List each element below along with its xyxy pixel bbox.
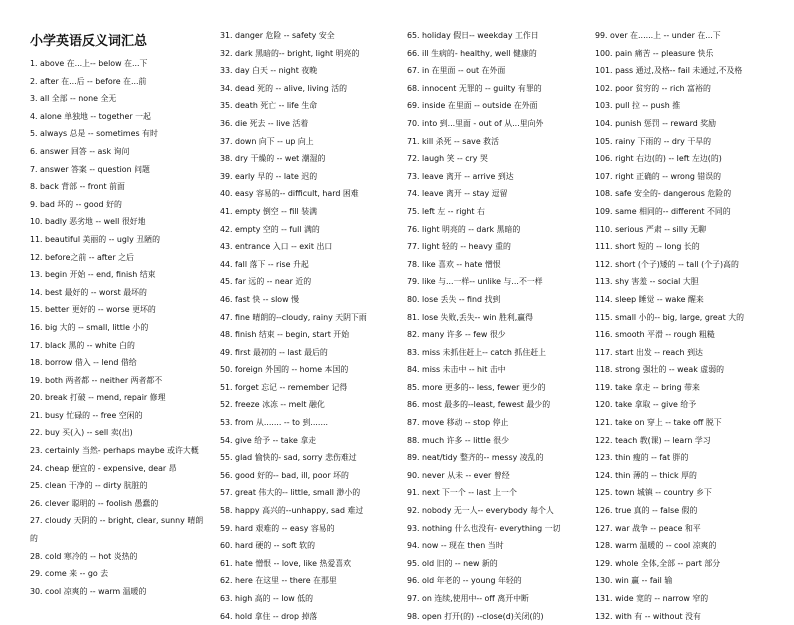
antonym-entry: 131. wide 宽的 -- narrow 窄的 — [595, 594, 709, 603]
antonym-entry: 13. begin 开始 -- end, finish 结束 — [30, 270, 156, 280]
antonym-entry: 3. all 全部 -- none 全无 — [30, 94, 117, 104]
antonym-entry: 32. dark 黑暗的-- bright, light 明亮的 — [220, 48, 360, 58]
antonym-entry: 51. forget 忘记 -- remember 记得 — [220, 382, 348, 392]
antonym-entry: 78. like 喜欢 -- hate 憎恨 — [407, 259, 501, 269]
antonym-entry: 109. same 相同的-- different 不同的 — [595, 206, 731, 216]
antonym-entry: 6. answer 回答 -- ask 询问 — [30, 146, 130, 156]
antonym-entry: 90. never 从未 -- ever 曾经 — [407, 470, 510, 480]
antonym-entry: 96. old 年老的 -- young 年轻的 — [407, 576, 522, 586]
antonym-entry: 104. punish 惩罚 -- reward 奖励 — [595, 118, 717, 128]
antonym-entry: 103. pull 拉 -- push 推 — [595, 101, 681, 111]
antonym-entry: 115. small 小的-- big, large, great 大的 — [595, 312, 744, 322]
antonym-entry: 26. clever 聪明的 -- foolish 愚蠢的 — [30, 498, 159, 508]
antonym-entry: 101. pass 通过,及格-- fail 未通过,不及格 — [595, 66, 743, 76]
antonym-entry: 27. cloudy 天阴的 -- bright, clear, sunny 晴朗的 — [30, 516, 204, 544]
antonym-entry: 68. innocent 无罪的 -- guilty 有罪的 — [407, 83, 542, 93]
antonym-entry: 2. after 在...后 -- before 在...前 — [30, 76, 147, 86]
antonym-entry: 28. cold 寒冷的 -- hot 炎热的 — [30, 551, 138, 561]
antonym-entry: 118. strong 强壮的 -- weak 虚弱的 — [595, 365, 724, 375]
antonym-entry: 56. good 好的-- bad, ill, poor 坏的 — [220, 470, 349, 480]
antonym-entry: 25. clean 干净的 -- dirty 肮脏的 — [30, 481, 148, 491]
antonym-entry: 107. right 正确的 -- wrong 错误的 — [595, 171, 722, 181]
antonym-entry: 105. rainy 下雨的 -- dry 干旱的 — [595, 136, 712, 146]
antonym-entry: 31. danger 危险 -- safety 安全 — [220, 31, 335, 40]
antonym-entry: 17. black 黑的 -- white 白的 — [30, 340, 135, 350]
antonym-entry: 71. kill 杀死 -- save 救活 — [407, 136, 499, 146]
antonym-entry: 7. answer 答案 -- question 问题 — [30, 164, 150, 174]
antonym-entry: 114. sleep 睡觉 -- wake 醒来 — [595, 294, 704, 304]
antonym-entry: 44. fall 落下 -- rise 升起 — [220, 259, 309, 269]
antonym-entry: 83. miss 未抓住赶上-- catch 抓住赶上 — [407, 347, 546, 357]
antonym-entry: 49. first 最初的 -- last 最后的 — [220, 347, 328, 357]
antonym-entry: 58. happy 高兴的--unhappy, sad 难过 — [220, 506, 364, 516]
antonym-entry: 89. neat/tidy 整齐的-- messy 凌乱的 — [407, 453, 544, 463]
antonym-entry: 10. badly 恶劣地 -- well 很好地 — [30, 217, 146, 227]
antonym-entry: 59. hard 艰难的 -- easy 容易的 — [220, 523, 335, 533]
antonym-entry: 85. more 更多的-- less, fewer 更少的 — [407, 382, 546, 392]
antonym-entry: 19. both 两者都 -- neither 两者都不 — [30, 375, 163, 385]
antonym-entry: 123. thin 瘦的 -- fat 胖的 — [595, 453, 689, 463]
antonym-entry: 8. back 背部 -- front 前面 — [30, 182, 125, 192]
antonym-entry: 69. inside 在里面 -- outside 在外面 — [407, 101, 538, 111]
antonym-entry: 64. hold 拿住 -- drop 掉落 — [220, 611, 318, 621]
antonym-entry: 5. always 总是 -- sometimes 有时 — [30, 129, 158, 139]
antonym-entry: 77. light 轻的 -- heavy 重的 — [407, 242, 511, 252]
antonym-entry: 62. here 在这里 -- there 在那里 — [220, 576, 337, 586]
antonym-entry: 45. far 远的 -- near 近的 — [220, 277, 312, 287]
antonym-entry: 16. big 大的 -- small, little 小的 — [30, 322, 149, 332]
antonym-entry: 127. war 战争 -- peace 和平 — [595, 523, 701, 533]
antonym-entry: 75. left 左 -- right 右 — [407, 206, 485, 216]
antonym-entry: 98. open 打开(的) --close(d)关闭(的) — [407, 611, 544, 621]
antonym-entry: 54. give 给予 -- take 拿走 — [220, 435, 317, 445]
column-3 — [407, 27, 591, 625]
column-2 — [220, 27, 402, 625]
antonym-entry: 87. move 移动 -- stop 停止 — [407, 418, 509, 428]
antonym-entry: 128. warm 温暖的 -- cool 凉爽的 — [595, 541, 717, 551]
antonym-entry: 9. bad 坏的 -- good 好的 — [30, 199, 122, 209]
antonym-entry: 61. hate 憎恨 -- love, like 热爱喜欢 — [220, 558, 352, 568]
antonym-entry: 55. glad 愉快的- sad, sorry 悲伤难过 — [220, 453, 357, 463]
antonym-entry: 126. true 真的 -- false 假的 — [595, 506, 698, 516]
antonym-entry: 121. take on 穿上 -- take off 脱下 — [595, 418, 722, 428]
antonym-entry: 38. dry 干燥的 -- wet 潮湿的 — [220, 154, 326, 164]
antonym-entry: 130. win 赢 -- fail 输 — [595, 576, 673, 586]
antonym-entry: 124. thin 薄的 -- thick 厚的 — [595, 470, 697, 480]
antonym-entry: 30. cool 凉爽的 -- warm 温暖的 — [30, 586, 147, 596]
antonym-entry: 33. day 白天 -- night 夜晚 — [220, 66, 318, 76]
antonym-entry: 41. empty 倒空 -- fill 装满 — [220, 206, 318, 216]
antonym-entry: 15. better 更好的 -- worse 更坏的 — [30, 305, 156, 315]
antonym-entry: 14. best 最好的 -- worst 最坏的 — [30, 287, 147, 297]
antonym-entry: 110. serious 严肃 -- silly 无聊 — [595, 224, 707, 234]
antonym-entry: 95. old 旧的 -- new 新的 — [407, 558, 498, 568]
column-1 — [30, 32, 210, 600]
antonym-entry: 60. hard 硬的 -- soft 软的 — [220, 541, 315, 551]
antonym-entry: 66. ill 生病的- healthy, well 健康的 — [407, 48, 537, 58]
antonym-entry: 29. come 来 -- go 去 — [30, 569, 109, 579]
antonym-entry: 122. teach 教(课) -- learn 学习 — [595, 435, 711, 445]
antonym-entry: 46. fast 快 -- slow 慢 — [220, 294, 299, 304]
antonym-entry: 86. most 最多的--least, fewest 最少的 — [407, 400, 551, 410]
antonym-entry: 11. beautiful 美丽的 -- ugly 丑陋的 — [30, 234, 160, 244]
antonym-entry: 4. alone 单独地 -- together 一起 — [30, 111, 151, 121]
antonym-entry: 91. next 下一个 -- last 上一个 — [407, 488, 517, 498]
antonym-entry: 35. death 死亡 -- life 生命 — [220, 101, 318, 111]
antonym-entry: 80. lose 丢失 -- find 找到 — [407, 294, 501, 304]
antonym-entry: 52. freeze 冰冻 -- melt 融化 — [220, 400, 325, 410]
antonym-entry: 84. miss 未击中 -- hit 击中 — [407, 365, 506, 375]
page-title: 小学英语反义词汇总 — [30, 34, 148, 49]
antonym-entry: 42. empty 空的 -- full 满的 — [220, 224, 320, 234]
antonym-entry: 23. certainly 当然- perhaps maybe 或许大概 — [30, 446, 199, 456]
antonym-entry: 92. nobody 无一人-- everybody 每个人 — [407, 506, 554, 516]
antonym-entry: 65. holiday 假日-- weekday 工作日 — [407, 31, 539, 40]
antonym-entry: 129. whole 全体,全部 -- part 部分 — [595, 558, 721, 568]
antonym-entry: 125. town 城镇 -- country 乡下 — [595, 488, 712, 498]
antonym-entry: 63. high 高的 -- low 低的 — [220, 594, 314, 603]
antonym-entry: 81. lose 失败,丢失-- win 胜利,赢得 — [407, 312, 534, 322]
antonym-entry: 119. take 拿走 -- bring 带来 — [595, 382, 700, 392]
antonym-entry: 48. finish 结束 -- begin, start 开始 — [220, 330, 350, 340]
antonym-entry: 113. shy 害羞 -- social 大胆 — [595, 277, 699, 287]
antonym-entry: 20. break 打破 -- mend, repair 修理 — [30, 393, 166, 403]
antonym-entry: 36. die 死去 -- live 活着 — [220, 118, 309, 128]
antonym-entry: 53. from 从....... -- to 到....... — [220, 418, 328, 428]
antonym-entry: 94. now -- 现在 then 当时 — [407, 541, 504, 551]
antonym-entry: 99. over 在......上 -- under 在...下 — [595, 31, 721, 40]
antonym-entry: 100. pain 痛苦 -- pleasure 快乐 — [595, 48, 714, 58]
antonym-entry: 34. dead 死的 -- alive, living 活的 — [220, 83, 348, 93]
antonym-entry: 108. safe 安全的- dangerous 危险的 — [595, 189, 732, 199]
antonym-entry: 111. short 短的 -- long 长的 — [595, 242, 700, 252]
antonym-entry: 112. short (个子)矮的 -- tall (个子)高的 — [595, 259, 739, 269]
antonym-entry: 21. busy 忙碌的 -- free 空闲的 — [30, 410, 143, 420]
antonym-entry: 76. light 明亮的 -- dark 黑暗的 — [407, 224, 521, 234]
antonym-entry: 22. buy 买(入) -- sell 卖(出) — [30, 428, 133, 438]
antonym-entry: 50. foreign 外国的 -- home 本国的 — [220, 365, 349, 375]
antonym-entry: 47. fine 晴朗的--cloudy, rainy 天阴下雨 — [220, 312, 367, 322]
antonym-entry: 74. leave 离开 -- stay 逗留 — [407, 189, 508, 199]
antonym-entry: 72. laugh 笑 -- cry 哭 — [407, 154, 488, 164]
antonym-entry: 73. leave 离开 -- arrive 到达 — [407, 171, 514, 181]
antonym-entry: 70. into 到...里面 - out of 从...里向外 — [407, 118, 544, 128]
antonym-entry: 40. easy 容易的-- difficult, hard 困难 — [220, 189, 359, 199]
antonym-entry: 106. right 右边(的) -- left 左边(的) — [595, 154, 722, 164]
antonym-entry: 116. smooth 平滑 -- rough 粗糙 — [595, 330, 715, 340]
antonym-entry: 37. down 向下 -- up 向上 — [220, 136, 314, 146]
antonym-entry: 82. many 许多 -- few 很少 — [407, 330, 506, 340]
antonym-entry: 120. take 拿取 -- give 给予 — [595, 400, 697, 410]
antonym-entry: 132. with 有 -- without 没有 — [595, 611, 701, 621]
antonym-entry: 18. borrow 借入 -- lend 借给 — [30, 358, 137, 368]
antonym-entry: 12. before之前 -- after 之后 — [30, 252, 134, 262]
antonym-entry: 57. great 伟大的-- little, small 渺小的 — [220, 488, 361, 498]
antonym-entry: 39. early 早的 -- late 迟的 — [220, 171, 318, 181]
antonym-entry: 43. entrance 入口 -- exit 出口 — [220, 242, 333, 252]
antonym-entry: 97. on 连续,使用中-- off 离开中断 — [407, 594, 529, 603]
antonym-entry: 117. start 出发 -- reach 到达 — [595, 347, 703, 357]
antonym-entry: 102. poor 贫穷的 -- rich 富裕的 — [595, 83, 711, 93]
antonym-entry: 24. cheap 便宜的 - expensive, dear 昂 — [30, 463, 177, 473]
antonym-entry: 67. in 在里面 -- out 在外面 — [407, 66, 506, 76]
antonym-entry: 79. like 与...一样-- unlike 与...不一样 — [407, 277, 543, 287]
antonym-entry: 93. nothing 什么也没有- everything 一切 — [407, 523, 561, 533]
column-4 — [595, 27, 785, 625]
antonym-entry: 1. above 在...上-- below 在...下 — [30, 59, 148, 68]
antonym-entry: 88. much 许多 -- little 很少 — [407, 435, 509, 445]
